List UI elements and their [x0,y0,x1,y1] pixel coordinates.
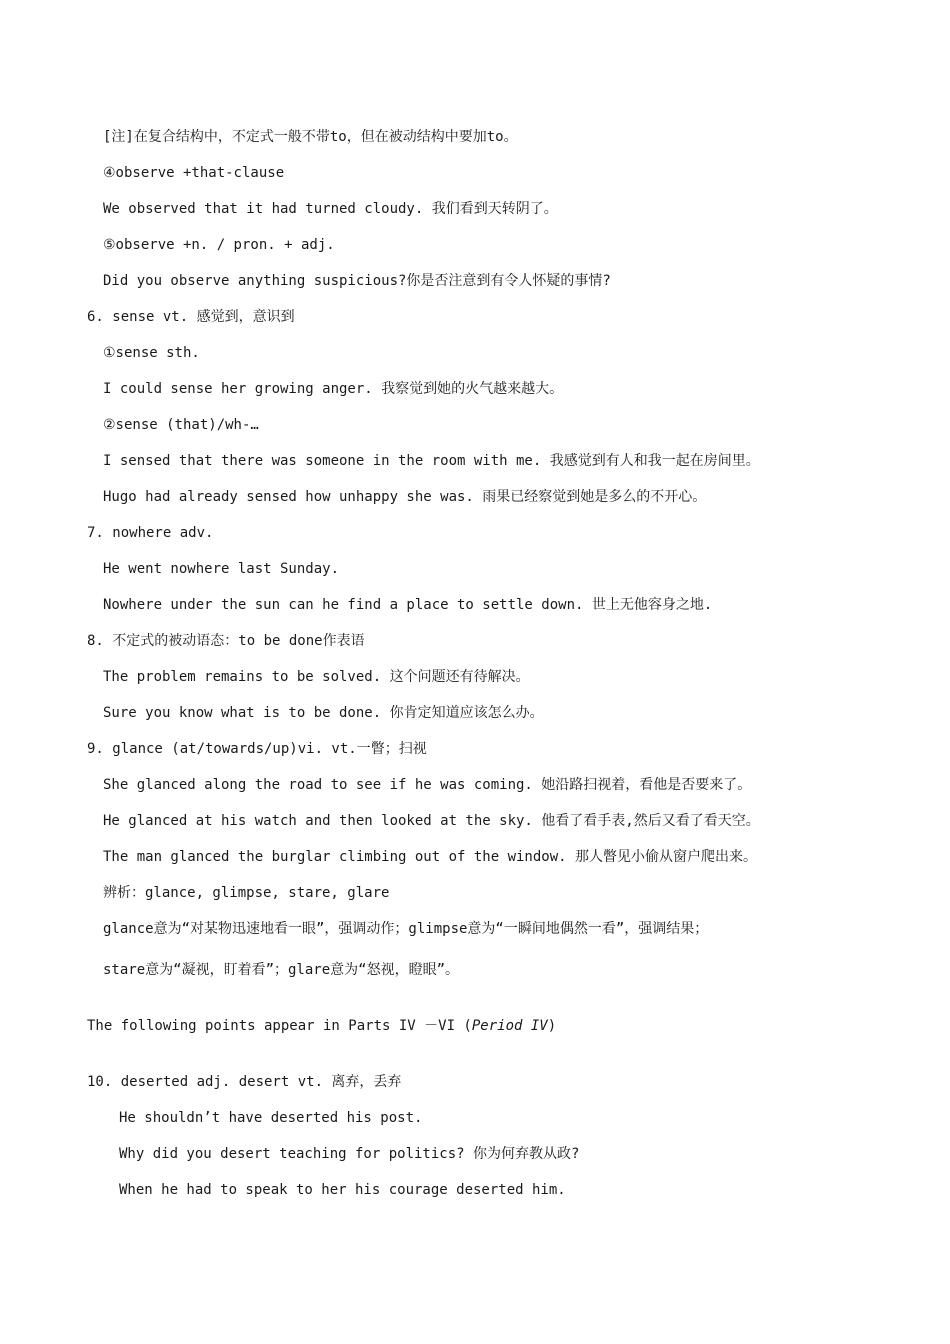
sense-example-2a: I sensed that there was someone in the room with me. 我感觉到有人和我一起在房间里。 [103,453,760,469]
sense-example-1: I could sense her growing anger. 我察觉到她的火气越来越大。 [103,381,564,397]
sense-pattern-2: ②sense (that)/wh-… [103,417,259,433]
nowhere-example-1: He went nowhere last Sunday. [103,561,340,577]
heading-6-sense: 6. sense vt. 感觉到，意识到 [87,309,295,325]
parts-note-text: The following points appear in Parts IV －VI ( [87,1018,472,1034]
heading-9-glance: 9. glance (at/towards/up)vi. vt.一瞥；扫视 [87,741,427,757]
note-line: [注]在复合结构中，不定式一般不带to，但在被动结构中要加to。 [103,129,518,145]
glance-example-3: The man glanced the burglar climbing out of the window. 那人瞥见小偷从窗户爬出来。 [103,849,758,865]
desert-example-3: When he had to speak to her his courage deserted him. [119,1182,566,1198]
heading-7-nowhere: 7. nowhere adv. [87,525,214,541]
glance-distinction-heading: 辨析：glance, glimpse, stare, glare [103,885,390,901]
parts-note-period: Period IV [471,1018,548,1034]
heading-8-infinitive: 8. 不定式的被动语态：to be done作表语 [87,633,365,649]
infinitive-example-2: Sure you know what is to be done. 你肯定知道应该怎么办。 [103,705,544,721]
glance-distinction-1: glance意为“对某物迅速地看一眼”，强调动作；glimpse意为“一瞬间地偶然一看”，强调结果； [103,921,709,937]
sense-pattern-1: ①sense sth. [103,345,200,361]
glance-distinction-2: stare意为“凝视，盯着看”；glare意为“怒视，瞪眼”。 [103,962,460,978]
observe-example-4: We observed that it had turned cloudy. 我们看到天转阴了。 [103,201,558,217]
desert-example-1: He shouldn’t have deserted his post. [119,1110,423,1126]
parts-note [87,1016,556,1036]
observe-pattern-5: ⑤observe +n. / pron. + adj. [103,237,335,253]
glance-example-1: She glanced along the road to see if he was coming. 她沿路扫视着，看他是否要来了。 [103,777,752,793]
nowhere-example-2: Nowhere under the sun can he find a place to settle down. 世上无他容身之地. [103,597,713,613]
glance-example-2: He glanced at his watch and then looked at the sky. 他看了看手表,然后又看了看天空。 [103,813,760,829]
desert-example-2: Why did you desert teaching for politics? 你为何弃教从政? [119,1146,580,1162]
observe-pattern-4: ④observe +that-clause [103,165,285,181]
sense-example-2b: Hugo had already sensed how unhappy she was. 雨果已经察觉到她是多么的不开心。 [103,489,707,505]
observe-example-5: Did you observe anything suspicious?你是否注意到有令人怀疑的事情? [103,273,611,289]
infinitive-example-1: The problem remains to be solved. 这个问题还有待解决。 [103,669,530,685]
parts-note-close: ) [547,1018,557,1034]
heading-10-deserted: 10. deserted adj. desert vt. 离弃，丢弃 [87,1074,402,1090]
